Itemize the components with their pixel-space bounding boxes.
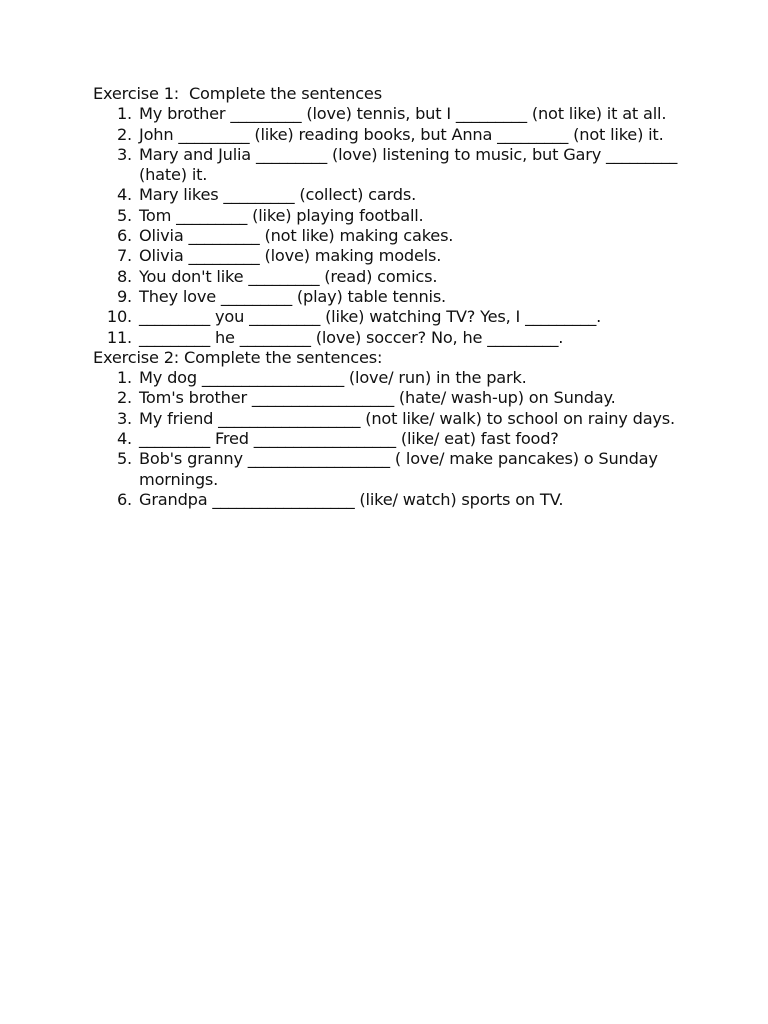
item-text: _________ Fred __________________ (like/ eat) fast food? (139, 429, 559, 449)
exercise2-item (93, 449, 683, 490)
item-number: 1. (116, 368, 132, 388)
item-number: 5. (116, 449, 132, 469)
exercise1-list (93, 104, 683, 348)
item-number: 1. (116, 104, 132, 124)
item-text: Tom's brother __________________ (hate/ wash-up) on Sunday. (139, 388, 616, 408)
item-text: Mary likes _________ (collect) cards. (139, 185, 417, 205)
item-text: My brother _________ (love) tennis, but I _________ (not like) it at all. (139, 104, 667, 124)
exercise1-item (93, 267, 683, 287)
exercise1-item (93, 307, 683, 327)
item-number: 11. (106, 327, 132, 347)
exercise1-item (93, 185, 683, 205)
item-text: Tom _________ (like) playing football. (139, 205, 424, 225)
item-text: Grandpa __________________ (like/ watch) sports on TV. (139, 489, 564, 509)
exercise1-item (93, 125, 683, 145)
item-text: My dog __________________ (love/ run) in the park. (139, 368, 527, 388)
exercise2-item (93, 388, 683, 408)
exercise1-item (93, 104, 683, 124)
item-text: John _________ (like) reading books, but Anna _________ (not like) it. (139, 124, 664, 144)
item-text: Bob's granny __________________ ( love/ make pancakes) o Sunday mornings. (139, 449, 658, 489)
item-number: 6. (116, 489, 132, 509)
item-number: 4. (116, 185, 132, 205)
exercise2-list (93, 368, 683, 510)
exercise2-item (93, 490, 683, 510)
item-number: 2. (116, 388, 132, 408)
exercise1-item (93, 226, 683, 246)
item-number: 4. (116, 429, 132, 449)
exercise1-item (93, 145, 683, 186)
item-number: 8. (116, 266, 132, 286)
exercise1-item (93, 328, 683, 348)
item-number: 3. (116, 408, 132, 428)
item-number: 10. (106, 307, 132, 327)
exercise1-item (93, 246, 683, 266)
exercise1-item (93, 206, 683, 226)
item-text: Olivia _________ (love) making models. (139, 246, 442, 266)
item-text: You don't like _________ (read) comics. (139, 266, 438, 286)
exercise2-item (93, 368, 683, 388)
worksheet-page (93, 84, 683, 510)
item-number: 5. (116, 205, 132, 225)
item-number: 3. (116, 144, 132, 164)
exercise2-item (93, 409, 683, 429)
item-text: _________ you _________ (like) watching TV? Yes, I _________. (139, 307, 602, 327)
item-text: They love _________ (play) table tennis. (139, 286, 447, 306)
item-number: 6. (116, 226, 132, 246)
item-number: 2. (116, 124, 132, 144)
item-text: Olivia _________ (not like) making cakes. (139, 226, 454, 246)
item-text: _________ he _________ (love) soccer? No, he _________. (139, 327, 564, 347)
exercise1-item (93, 287, 683, 307)
item-text: My friend __________________ (not like/ walk) to school on rainy days. (139, 408, 675, 428)
exercise1-heading: Exercise 1: Complete the sentences (93, 84, 382, 103)
item-number: 7. (116, 246, 132, 266)
exercise2-heading: Exercise 2: Complete the sentences: (93, 347, 383, 367)
exercise2-item (93, 429, 683, 449)
item-number: 9. (116, 286, 132, 306)
item-text: Mary and Julia _________ (love) listening to music, but Gary _________ (hate) it. (139, 144, 678, 185)
